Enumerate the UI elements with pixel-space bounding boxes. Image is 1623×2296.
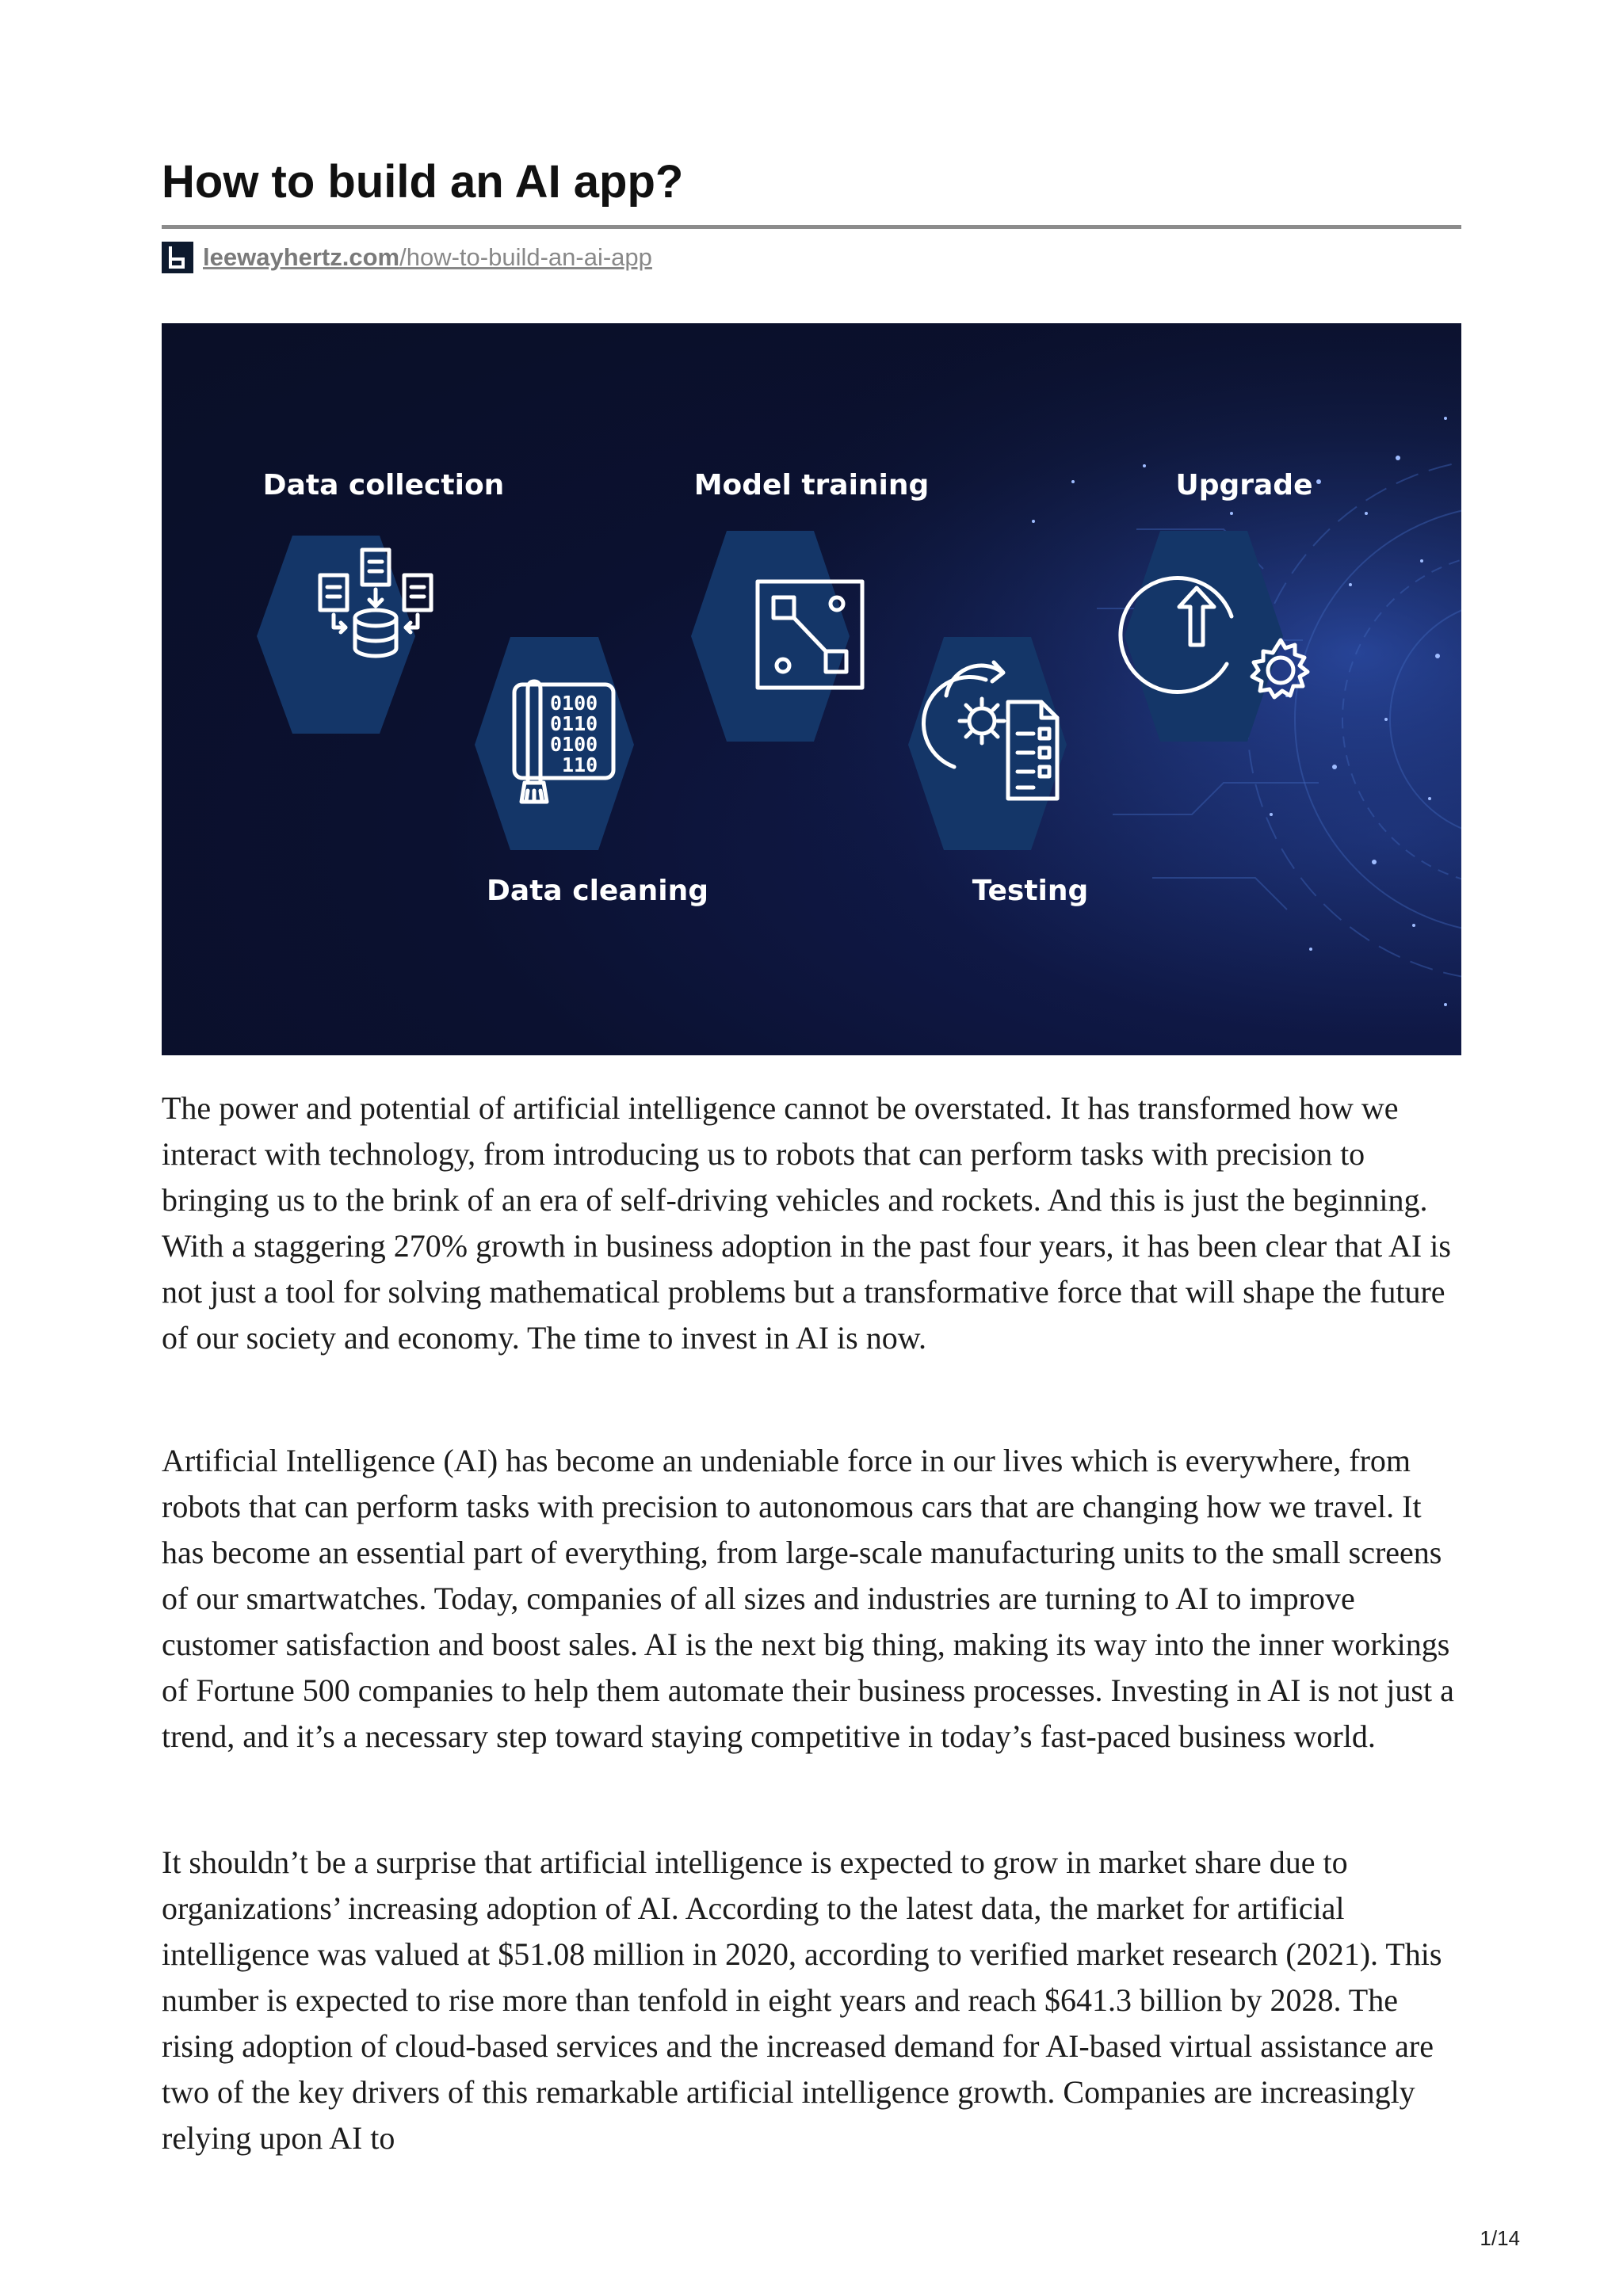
binary-line-2: 0110	[550, 712, 598, 735]
binary-line-4: 110	[562, 753, 598, 776]
hero-graphic	[162, 323, 1461, 1055]
source-path: /how-to-build-an-ai-app	[399, 243, 652, 271]
title-divider	[162, 225, 1461, 229]
step-label-upgrade: Upgrade	[1175, 469, 1313, 502]
source-link[interactable]	[203, 243, 652, 272]
hero-image	[162, 323, 1461, 1055]
step-label-testing: Testing	[972, 875, 1089, 907]
paragraph-2: Artificial Intelligence (AI) has become an undeniable force in our lives which is everywhere, from robots that can perform tasks with precision to autonomous cars that are changing how we travel. It has become an essential part of everything, from large-scale manufacturing units to the small screens of our smartwatches. Today, companies of all sizes and industries are turning to AI to improve customer satisfaction and boost sales. AI is the next big thing, making its way into the inner workings of Fortune 500 companies to help them automate their business processes. Investing in AI is not just a trend, and it’s a necessary step toward staying competitive in today’s fast-paced business world.	[162, 1443, 1454, 1754]
page-title: How to build an AI app?	[162, 156, 684, 208]
step-label-model-training: Model training	[693, 469, 930, 502]
binary-line-1: 0100	[550, 692, 598, 715]
step-label-data-collection: Data collection	[262, 469, 505, 502]
source-line	[162, 240, 652, 275]
page-number: 1/14	[1480, 2226, 1520, 2250]
paragraph-1: The power and potential of artificial intelligence cannot be overstated. It has transformed how we interact with technology, from introducing us to robots that can perform tasks with precision to bringing us to the brink of an era of self-driving vehicles and rockets. And this is just the beginning. With a staggering 270% growth in business adoption in the past four years, it has been clear that AI is not just a tool for solving mathematical problems but a transformative force that will shape the future of our society and economy. The time to invest in AI is now.	[162, 1090, 1451, 1356]
paragraph-3: It shouldn’t be a surprise that artificial intelligence is expected to grow in market share due to organizations’ increasing adoption of AI. According to the latest data, the market for artificial intelligence was valued at $51.08 million in 2020, according to verified market research (2021). This number is expected to rise more than tenfold in eight years and reach $641.3 billion by 2028. The rising adoption of cloud-based services and the increased demand for AI-based virtual assistance are two of the key drivers of this remarkable artificial intelligence growth. Companies are increasingly relying upon AI to	[162, 1844, 1442, 2156]
source-domain: leewayhertz.com	[203, 243, 400, 271]
binary-line-3: 0100	[550, 733, 598, 756]
step-label-data-cleaning: Data cleaning	[487, 875, 708, 907]
leewayhertz-logo-icon	[162, 242, 193, 273]
